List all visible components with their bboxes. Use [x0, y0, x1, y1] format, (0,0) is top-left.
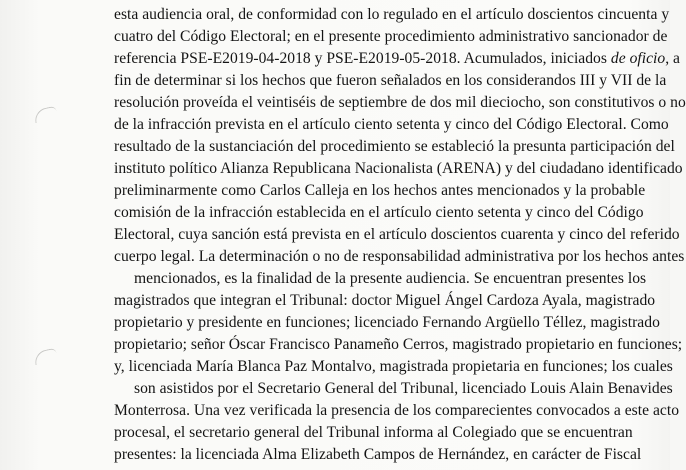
text-line: resolución proveída el veintiséis de septiembre de dos mil dieciocho, son constitutivos o no — [114, 94, 686, 111]
text-line: propietario y presidente en funciones; licenciado Fernando Argüello Téllez, magistrado — [114, 314, 660, 331]
text-line: esta audiencia oral, de conformidad con lo regulado en el artículo doscientos cincuenta y — [114, 6, 670, 23]
text-segment: referencia PSE-E2019-04-2018 y PSE-E2019-05-2018. Acumulados, iniciados — [114, 50, 611, 67]
text-line: comisión de la infracción establecida en el artículo ciento setenta y cinco del Código — [114, 204, 644, 221]
text-line: son asistidos por el Secretario General del Tribunal, licenciado Louis Alain Benavides — [134, 380, 673, 397]
text-line: de la infracción prevista en el artículo ciento setenta y cinco del Código Electoral. Como — [114, 116, 669, 133]
text-line: instituto político Alianza Republicana Nacionalista (ARENA) y del ciudadano identificado — [114, 160, 683, 177]
text-line: Electoral, cuya sanción está prevista en el artículo doscientos cuarenta y cinco del referido — [114, 226, 680, 243]
text-line: fin de determinar si los hechos que fueron señalados en los considerandos III y VII de la — [114, 72, 667, 89]
text-line: Monterrosa. Una vez verificada la presencia de los comparecientes convocados a este acto — [114, 402, 680, 419]
text-segment: , a — [665, 50, 680, 67]
italic-phrase: de oficio — [610, 50, 666, 67]
text-line: preliminarmente como Carlos Calleja en los hechos antes mencionados y la probable — [114, 182, 646, 199]
text-line: cuatro del Código Electoral; en el presente procedimiento administrativo sancionador de — [114, 28, 668, 45]
text-line: propietario; señor Óscar Francisco Panameño Cerros, magistrado propietario en funciones; — [114, 336, 683, 353]
binder-hole-mark — [33, 348, 58, 365]
text-line: cuerpo legal. La determinación o no de responsabilidad administrativa por los hechos antes — [114, 248, 685, 265]
text-line-with-italic — [114, 48, 680, 70]
binder-hole-mark — [33, 106, 58, 123]
text-line: resultado de la sustanciación del procedimiento se estableció la presunta participación del — [114, 138, 675, 155]
text-line: magistrados que integran el Tribunal: doctor Miguel Ángel Cardoza Ayala, magistrado — [114, 292, 656, 309]
text-line: mencionados, es la finalidad de la presente audiencia. Se encuentran presentes los — [134, 270, 647, 287]
text-line: y, licenciada María Blanca Paz Montalvo, magistrada propietaria en funciones; los cuales — [114, 358, 673, 375]
text-line: procesal, el secretario general del Tribunal informa al Colegiado que se encuentran — [114, 424, 633, 441]
document-body — [114, 4, 686, 466]
text-line: presentes: la licenciada Alma Elizabeth Campos de Hernández, en carácter de Fiscal — [114, 446, 642, 463]
